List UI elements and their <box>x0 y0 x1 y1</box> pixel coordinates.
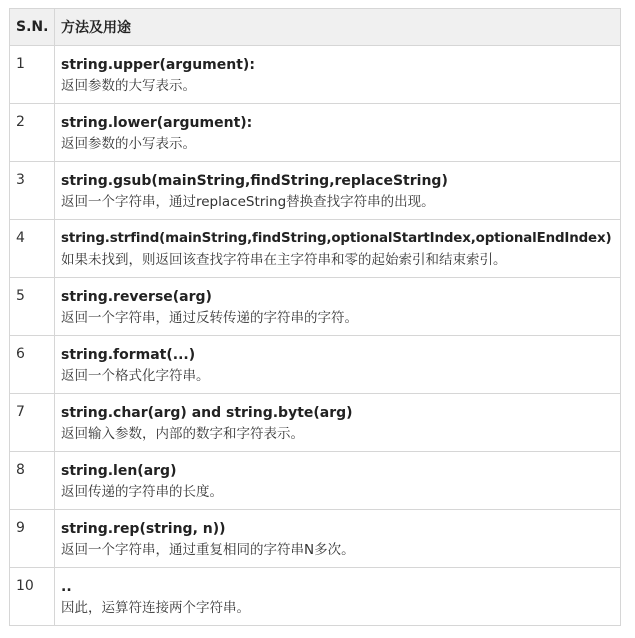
string-methods-table <box>9 8 621 626</box>
method-description: 返回一个字符串，通过反转传递的字符串的字符。 <box>61 310 358 326</box>
method-description: 返回参数的小写表示。 <box>61 136 196 152</box>
row-number: 4 <box>10 220 55 278</box>
string-methods-table-container <box>9 8 620 626</box>
header-method: 方法及用途 <box>55 9 621 46</box>
method-signature: string.reverse(arg) <box>61 289 212 305</box>
method-description: 返回传递的字符串的长度。 <box>61 484 223 500</box>
method-signature: string.upper(argument): <box>61 57 255 73</box>
row-content <box>55 162 621 220</box>
table-header-row <box>10 9 621 46</box>
method-description: 如果未找到，则返回该查找字符串在主字符串和零的起始索引和结束索引。 <box>61 252 507 268</box>
method-description: 因此，运算符连接两个字符串。 <box>61 600 250 616</box>
table-row <box>10 278 621 336</box>
table-row <box>10 104 621 162</box>
method-description: 返回输入参数，内部的数字和字符表示。 <box>61 426 304 442</box>
table-row <box>10 220 621 278</box>
row-content <box>55 394 621 452</box>
row-number: 10 <box>10 568 55 626</box>
method-description: 返回参数的大写表示。 <box>61 78 196 94</box>
row-content <box>55 568 621 626</box>
table-row <box>10 336 621 394</box>
row-number: 1 <box>10 46 55 104</box>
row-number: 7 <box>10 394 55 452</box>
row-content <box>55 278 621 336</box>
row-content <box>55 104 621 162</box>
row-content <box>55 336 621 394</box>
row-number: 6 <box>10 336 55 394</box>
table-row <box>10 394 621 452</box>
row-number: 5 <box>10 278 55 336</box>
method-signature: string.format(...) <box>61 347 196 363</box>
row-content <box>55 220 621 278</box>
row-content <box>55 452 621 510</box>
row-number: 9 <box>10 510 55 568</box>
table-row <box>10 568 621 626</box>
row-number: 3 <box>10 162 55 220</box>
row-content <box>55 46 621 104</box>
table-row <box>10 162 621 220</box>
method-signature: string.rep(string, n)) <box>61 521 226 537</box>
method-description: 返回一个格式化字符串。 <box>61 368 210 384</box>
table-row <box>10 510 621 568</box>
method-signature: string.len(arg) <box>61 463 177 479</box>
method-signature: string.gsub(mainString,findString,replaceString) <box>61 173 448 189</box>
method-signature: .. <box>61 579 72 595</box>
header-sn: S.N. <box>10 9 55 46</box>
table-row <box>10 452 621 510</box>
row-number: 2 <box>10 104 55 162</box>
table-row <box>10 46 621 104</box>
method-signature: string.strfind(mainString,findString,optionalStartIndex,optionalEndIndex) <box>61 231 612 246</box>
row-number: 8 <box>10 452 55 510</box>
method-signature: string.lower(argument): <box>61 115 253 131</box>
method-signature: string.char(arg) and string.byte(arg) <box>61 405 353 421</box>
method-description: 返回一个字符串，通过replaceString替换查找字符串的出现。 <box>61 194 435 210</box>
row-content <box>55 510 621 568</box>
method-description: 返回一个字符串，通过重复相同的字符串N多次。 <box>61 542 355 558</box>
